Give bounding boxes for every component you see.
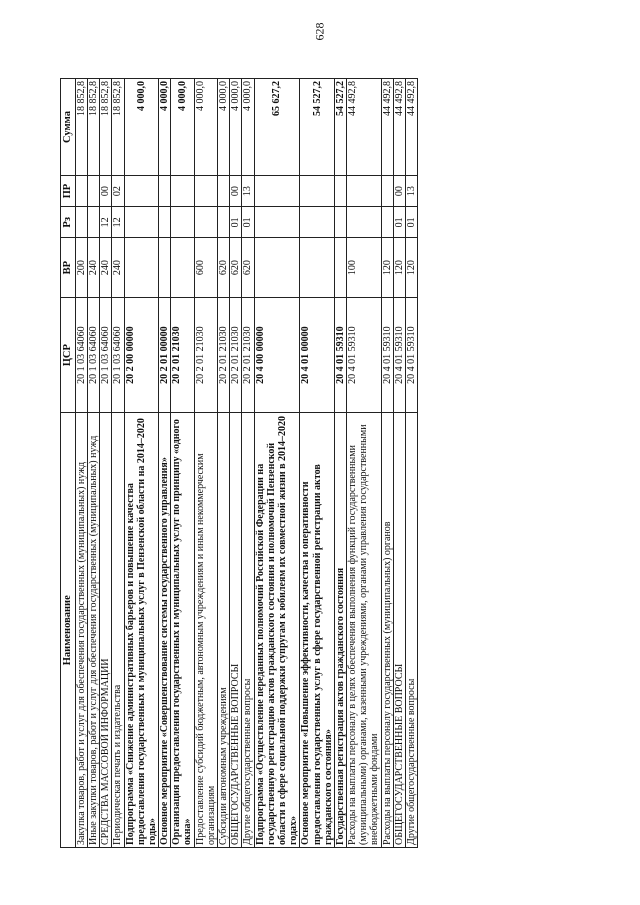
cell-name: Государственная регистрация актов гражданского состояния — [334, 413, 346, 848]
cell-name: Расходы на выплаты персоналу в целях обеспечения выполнения функций государственными (муниципальными) органами, казенными учреждениями, органами управления государственными внебюджетными фондами — [347, 413, 382, 848]
cell-rz: 01 — [406, 207, 418, 238]
cell-pr: 13 — [406, 175, 418, 206]
cell-csr: 20 1 03 64060 — [112, 297, 124, 413]
cell-pr — [334, 175, 346, 206]
cell-vr: 120 — [406, 238, 418, 297]
cell-rz — [381, 207, 393, 238]
cell-pr: 00 — [100, 175, 112, 206]
header-rz: Рз — [61, 207, 76, 238]
cell-pr — [124, 175, 159, 206]
cell-rz: 12 — [100, 207, 112, 238]
cell-rz — [194, 207, 217, 238]
cell-sum: 18 852,8 — [87, 79, 99, 176]
cell-pr: 00 — [393, 175, 405, 206]
cell-pr — [75, 175, 87, 206]
table-row — [194, 79, 217, 848]
cell-vr: 200 — [75, 238, 87, 297]
cell-vr: 120 — [381, 238, 393, 297]
cell-sum: 65 627,2 — [254, 79, 300, 176]
table-row — [242, 79, 254, 848]
cell-csr: 20 4 01 59310 — [406, 297, 418, 413]
cell-name: Подпрограмма «Снижение административных барьеров и повышение качества предоставления государственных и муниципальных услуг в Пензенской области на 2014–2020 годы» — [124, 413, 159, 848]
cell-csr: 20 4 01 00000 — [300, 297, 335, 413]
cell-name: Закупка товаров, работ и услуг для обеспечения государственных (муниципальных) нужд — [75, 413, 87, 848]
cell-rz — [75, 207, 87, 238]
table-row — [300, 79, 335, 848]
table-row — [124, 79, 159, 848]
cell-vr — [171, 238, 194, 297]
cell-sum: 44 492,8 — [347, 79, 382, 176]
budget-table — [60, 78, 418, 848]
cell-rz — [254, 207, 300, 238]
cell-rz — [124, 207, 159, 238]
table-row — [75, 79, 87, 848]
cell-sum: 18 852,8 — [75, 79, 87, 176]
cell-vr — [300, 238, 335, 297]
table-row — [112, 79, 124, 848]
cell-name: СРЕДСТВА МАССОВОЙ ИНФОРМАЦИИ — [100, 413, 112, 848]
cell-name: Основное мероприятие «Совершенствование системы государственного управления» — [159, 413, 171, 848]
header-csr: ЦСР — [61, 297, 76, 413]
cell-vr: 240 — [87, 238, 99, 297]
cell-csr: 20 2 01 00000 — [159, 297, 171, 413]
cell-rz — [171, 207, 194, 238]
cell-vr: 620 — [242, 238, 254, 297]
cell-rz — [159, 207, 171, 238]
table-row — [218, 79, 230, 848]
cell-name: Основное мероприятие «Повышение эффективности, качества и оперативности предоставления государственных услуг в сфере государственной регистрации актов гражданского состояния» — [300, 413, 335, 848]
cell-csr: 20 2 01 21030 — [171, 297, 194, 413]
table-row — [159, 79, 171, 848]
cell-sum: 44 492,8 — [381, 79, 393, 176]
header-vr: ВР — [61, 238, 76, 297]
page-number: 628 — [312, 22, 327, 41]
table-row — [230, 79, 242, 848]
cell-rz — [347, 207, 382, 238]
cell-vr: 620 — [230, 238, 242, 297]
cell-vr: 240 — [112, 238, 124, 297]
cell-csr: 20 1 03 64060 — [100, 297, 112, 413]
cell-vr: 240 — [100, 238, 112, 297]
table-header-row — [61, 79, 76, 848]
table-row — [171, 79, 194, 848]
cell-pr — [87, 175, 99, 206]
cell-rz: 12 — [112, 207, 124, 238]
cell-name: Организация предоставления государственных и муниципальных услуг по принципу «одного окна» — [171, 413, 194, 848]
cell-sum: 4 000,0 — [242, 79, 254, 176]
cell-pr — [381, 175, 393, 206]
table-row — [334, 79, 346, 848]
cell-sum: 54 527,2 — [334, 79, 346, 176]
table-row — [381, 79, 393, 848]
cell-sum: 4 000,0 — [230, 79, 242, 176]
cell-csr: 20 2 01 21030 — [230, 297, 242, 413]
cell-csr: 20 4 00 00000 — [254, 297, 300, 413]
cell-pr — [218, 175, 230, 206]
cell-pr: 13 — [242, 175, 254, 206]
cell-csr: 20 1 03 64060 — [87, 297, 99, 413]
cell-csr: 20 4 01 59310 — [334, 297, 346, 413]
cell-csr: 20 4 01 59310 — [393, 297, 405, 413]
cell-csr: 20 2 01 21030 — [218, 297, 230, 413]
cell-rz: 01 — [230, 207, 242, 238]
cell-csr: 20 2 00 00000 — [124, 297, 159, 413]
cell-vr — [159, 238, 171, 297]
cell-name: Субсидии автономным учреждениям — [218, 413, 230, 848]
cell-vr: 620 — [218, 238, 230, 297]
cell-rz: 01 — [393, 207, 405, 238]
cell-name: Другие общегосударственные вопросы — [242, 413, 254, 848]
cell-vr: 100 — [347, 238, 382, 297]
cell-pr — [171, 175, 194, 206]
cell-rz — [87, 207, 99, 238]
cell-name: Подпрограмма «Осуществление переданных полномочий Российской Федерации на государственную регистрацию актов гражданского состояния и полномочий Пензенской области в сфере социальной поддержки супругам к юбилеям их совместной жизни в 2014–2020 годах» — [254, 413, 300, 848]
cell-sum: 44 492,8 — [406, 79, 418, 176]
header-pr: ПР — [61, 175, 76, 206]
table-row — [100, 79, 112, 848]
cell-csr: 20 4 01 59310 — [347, 297, 382, 413]
header-sum: Сумма — [61, 79, 76, 176]
cell-csr: 20 2 01 21030 — [194, 297, 217, 413]
cell-csr: 20 4 01 59310 — [381, 297, 393, 413]
cell-pr: 00 — [230, 175, 242, 206]
cell-pr: 02 — [112, 175, 124, 206]
cell-sum: 4 000,0 — [218, 79, 230, 176]
cell-pr — [254, 175, 300, 206]
cell-sum: 4 000,0 — [194, 79, 217, 176]
table-row — [254, 79, 300, 848]
cell-pr — [159, 175, 171, 206]
cell-name: Предоставление субсидий бюджетным, автономным учреждениям и иным некоммерческим организациям — [194, 413, 217, 848]
cell-csr: 20 1 03 64060 — [75, 297, 87, 413]
cell-pr — [194, 175, 217, 206]
cell-vr — [334, 238, 346, 297]
cell-vr — [124, 238, 159, 297]
table-row — [87, 79, 99, 848]
cell-sum: 4 000,0 — [124, 79, 159, 176]
rotated-page — [60, 78, 565, 848]
cell-sum: 18 852,8 — [112, 79, 124, 176]
cell-pr — [347, 175, 382, 206]
table-row — [393, 79, 405, 848]
cell-sum: 4 000,0 — [171, 79, 194, 176]
table-row — [406, 79, 418, 848]
cell-name: Другие общегосударственные вопросы — [406, 413, 418, 848]
cell-name: ОБЩЕГОСУДАРСТВЕННЫЕ ВОПРОСЫ — [393, 413, 405, 848]
cell-name: ОБЩЕГОСУДАРСТВЕННЫЕ ВОПРОСЫ — [230, 413, 242, 848]
cell-name: Расходы на выплаты персоналу государственных (муниципальных) органов — [381, 413, 393, 848]
cell-sum: 18 852,8 — [100, 79, 112, 176]
cell-sum: 4 000,0 — [159, 79, 171, 176]
cell-vr — [254, 238, 300, 297]
header-name: Наименование — [61, 413, 76, 848]
cell-rz — [334, 207, 346, 238]
cell-vr: 120 — [393, 238, 405, 297]
cell-name: Периодическая печать и издательства — [112, 413, 124, 848]
cell-name: Иные закупки товаров, работ и услуг для обеспечения государственных (муниципальных) нужд — [87, 413, 99, 848]
cell-sum: 54 527,2 — [300, 79, 335, 176]
cell-rz — [218, 207, 230, 238]
cell-vr: 600 — [194, 238, 217, 297]
cell-pr — [300, 175, 335, 206]
cell-csr: 20 2 01 21030 — [242, 297, 254, 413]
cell-sum: 44 492,8 — [393, 79, 405, 176]
cell-rz: 01 — [242, 207, 254, 238]
cell-rz — [300, 207, 335, 238]
table-row — [347, 79, 382, 848]
